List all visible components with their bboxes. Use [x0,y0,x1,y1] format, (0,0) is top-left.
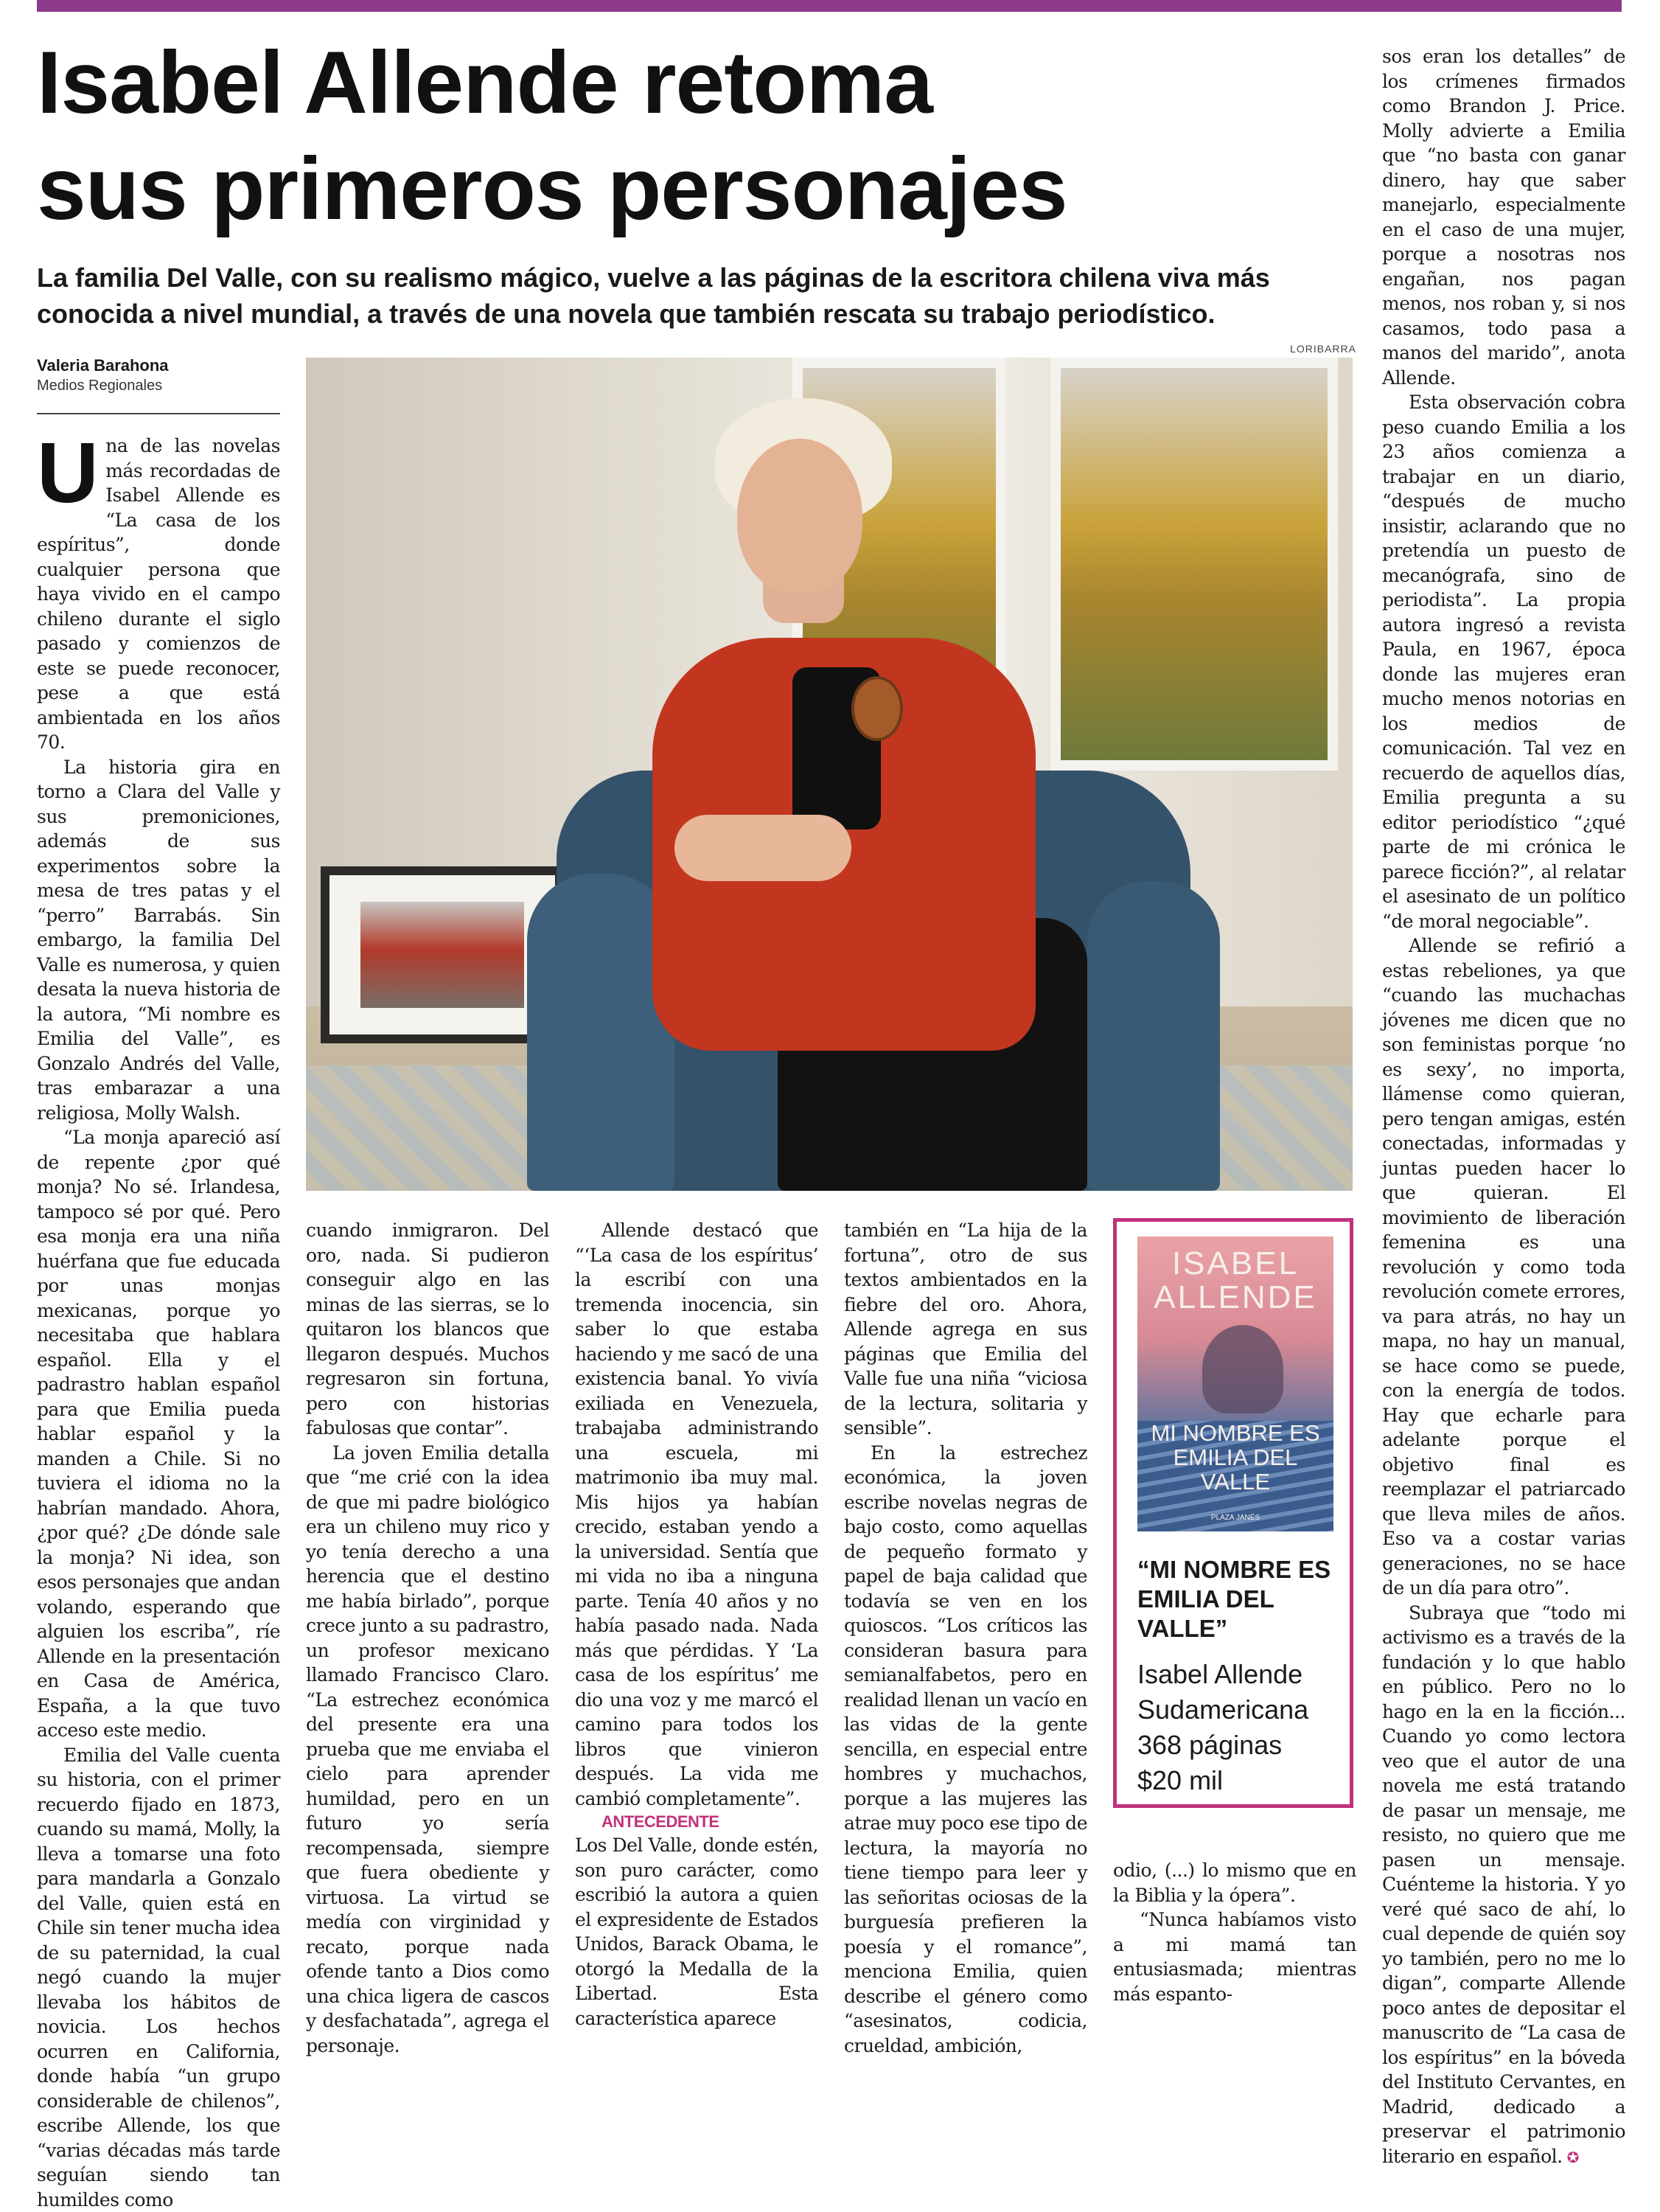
article-paragraph: cuando inmigraron. Del oro, nada. Si pudieron conseguir algo en las minas de las sierras, se lo quitaron los blancos que llegaron después. Muchos regresaron sin fortuna, pero con historias fabulosas que contar”. [306,1218,549,1441]
book-publisher: Sudamericana [1137,1692,1344,1728]
book-pages: 368 páginas [1137,1728,1344,1763]
book-details [1137,1657,1344,1798]
photo-brooch [851,676,903,741]
book-price: $20 mil [1137,1763,1344,1798]
headline-line-1: Isabel Allende retoma [37,29,1364,136]
headline [37,29,1364,242]
book-title: “MI NOMBRE ES EMILIA DEL VALLE” [1137,1555,1344,1644]
cover-title: MI NOMBRE ES EMILIA DEL VALLE [1137,1421,1333,1494]
article-column-3 [575,1218,818,2022]
article-paragraph: Esta observación cobra peso cuando Emilia a los 23 años comienza a trabajar en un diario, “después de mucho insistir, aclarando que no pretendía un puesto de mecanógrafa, sino de periodista”. La propia autora ingresó a revista Paula, en 1967, época donde las mujeres eran mucho menos notorias en los medios de comunicación. Tal vez en recuerdo de aquellos días, Emilia pregunta a su editor periodístico “¿qué parte de mi crónica le parece ficción?”, al relatar el asesinato de un político “de moral negociable”. [1382,390,1625,933]
photo-credit: LORIBARRA [1209,343,1356,355]
article-column-5 [1113,1858,1356,2024]
article-paragraph: En la estrechez económica, la joven escribe novelas negras de bajo costo, como aquellas de pequeño formato y papel de baja calidad que todavía se ven en los quioscos. “Los críticos las consideran basura para semianalfabetos, pero en realidad llenan un vacío en las vidas de la gente sencilla, en especial entre hombres y muchachos, porque a las mujeres las atrae muy poco ese tipo de lectura, la mayoría no tiene tiempo para leer y las señoritas ociosas de la burguesía prefieren la poesía y el romance”, menciona Emilia, quien describe el género como “asesinatos, codicia, crueldad, ambición, [844,1441,1087,2059]
section-subhead: ANTECEDENTE [575,1811,818,1833]
headline-line-2: sus primeros personajes [37,136,1364,242]
article-paragraph [1382,1601,1625,2171]
end-mark-icon: ✪ [1567,2149,1579,2166]
article-paragraph: odio, (...) lo mismo que en la Biblia y la ópera”. [1113,1858,1356,1907]
book-author: Isabel Allende [1137,1657,1344,1692]
drop-cap: U [37,437,98,509]
framed-picture-image [360,902,524,1008]
article-paragraph [37,434,280,755]
author-portrait-photo [306,358,1353,1191]
article-column-2 [306,1218,549,2022]
article-paragraph: “La monja apareció así de repente ¿por qué monja? No sé. Irlandesa, tampoco sé por qué. Pero esa monja era una niña huérfana que fue educada por unas monjas mexicanas, porque yo necesitaba que hablara español. Ella y el padrastro hablan español para que Emilia pueda hablar español y la manden a Chile. Si no tuviera el idioma no la habrían mandado. Ahora, ¿por qué? ¿De dónde sale la monja? Ni idea, son esos personajes que andan volando, esperando que alguien los escriba”, ríe Allende en la presentación en Casa de América, España, a la que tuvo acceso este medio. [37,1125,280,1743]
byline-author: Valeria Barahona [37,355,280,376]
cover-figure-illustration [1202,1325,1283,1413]
article-column-6 [1382,44,1625,2028]
article-paragraph: también en “La hija de la fortuna”, otro de sus textos ambientados en la fiebre del oro. Ahora, Allende agrega en sus páginas que Emilia del Valle fue una niña “viciosa de la lectura, solitaria y sensible”. [844,1218,1087,1441]
article-column-4 [844,1218,1087,2022]
paragraph-text: na de las novelas más recordadas de Isabel Allende es “La casa de los espíritus”, donde cualquier persona que haya vivido en el campo chileno durante el siglo pasado y comienzos de este se puede reconocer, pese a que está ambientada en los años 70. [37,435,280,753]
article-paragraph: sos eran los detalles” de los crímenes firmados como Brandon J. Price. Molly advierte a Emilia que “no basta con ganar dinero, hay que saber manejarlo, especialmente en el caso de una mujer, porque a nosotras nos engañan, nos pagan menos, nos roban y, si nos casamos, todo pasa a manos del marido”, anota Allende. [1382,44,1625,390]
photo-face [737,439,862,594]
top-accent-bar [37,0,1622,12]
byline [37,355,280,395]
byline-outlet: Medios Regionales [37,376,280,395]
article-paragraph: “Nunca habíamos visto a mi mamá tan entusiasmada; mientras más espanto- [1113,1907,1356,2006]
article-paragraph: Los Del Valle, donde estén, son puro carácter, como escribió la autora a quien el expresidente de Estados Unidos, Barack Obama, le otorgó la Medalla de la Libertad. Esta característica aparece [575,1833,818,2031]
article-column-1 [37,434,280,2026]
deck: La familia Del Valle, con su realismo mágico, vuelve a las páginas de la escritora chilena viva más conocida a nivel mundial, a través de una novela que también rescata su trabajo periodístico. [37,260,1364,332]
article-paragraph: Allende se refirió a estas rebeliones, ya que “cuando las muchachas jóvenes me dicen que no son feministas porque ‘no es sexy’, no importa, llámense como quieran, pero tengan amigas, estén conectadas, informadas y juntas pueden hacer lo que quieran. El movimiento de liberación femenina es una revolución y como toda revolución comete errores, va para atrás, no hay un mapa, no hay un manual, se hace como se puede, con la energía de todos. Hay que echarle para adelante porque el objetivo final es reemplazar el patriarcado que lleva miles de años. Eso va a costar varias generaciones, no se hace de un día para otro”. [1382,933,1625,1601]
paragraph-text: Subraya que “todo mi activismo es a través de la fundación y lo que hablo en público. Pero no lo hago en la en la ficción... Cuando yo como lectora veo que el autor de una novela me está tratando de pasar un mensaje, me resisto, no quiero que me pasen un mensaje. Cuénteme la historia. Y yo veré qué saco de ahí, lo cual depende de quién soy yo también, pero no me lo digan”, comparte Allende poco antes de depositar el manuscrito de “La casa de los espíritus” en la bóveda del Instituto Cervantes, en Madrid, dedicado a preservar el patrimonio literario en español. [1382,1602,1625,2167]
cover-publisher-logo: PLAZA JANÉS [1137,1514,1333,1522]
photo-hands [674,815,851,881]
photo-window-right [1050,358,1338,771]
article-paragraph: Emilia del Valle cuenta su historia, con el primer recuerdo fijado en 1873, cuando su mamá, Molly, la lleva a tomarse una foto para mandarla a Gonzalo del Valle, quien está en Chile sin tener mucha idea de su paternidad, la cual negó cuando la mujer llevaba los hábitos de novicia. Los hechos ocurren en California, donde había “un grupo considerable de chilenos”, escribe Allende, los que “varias décadas más tarde seguían siendo tan humildes como [37,1743,280,2212]
article-paragraph: La joven Emilia detalla que “me crié con la idea de que mi padre biológico era un chileno muy rico y yo tenía derecho a una herencia que el destino me había birlado”, porque crece junto a su padrastro, un profesor mexicano llamado Francisco Claro. “La estrechez económica del presente era una prueba que me enviaba el cielo para aprender humildad, pero en un futuro yo sería recompensada, siempre que fuera obediente y virtuosa. La virtud se medía con virginidad y recato, porque nada ofende tanto a Dios como una chica ligera de cascos y desfachatada”, agrega el personaje. [306,1441,549,2059]
cover-author: ISABEL ALLENDE [1137,1247,1333,1315]
article-paragraph: Allende destacó que “‘La casa de los espíritus’ la escribí con una tremenda inocencia, sin saber lo que estaba haciendo y me sacó de una existencia banal. Yo vivía exiliada en Venezuela, trabajaba administrando una escuela, mi matrimonio iba muy mal. Mis hijos ya habían crecido, estaban yendo a la universidad. Sentía que mi vida no iba a ninguna parte. Tenía 40 años y no había pasado nada. Nada más que pérdidas. Y ‘La casa de los espíritus’ me dio una voz y me marcó el camino para todos los libros que vinieron después. La vida me cambió completamente”. [575,1218,818,1811]
book-cover [1137,1237,1333,1531]
byline-divider [37,413,280,414]
photo-armchair-right-arm [1087,881,1220,1191]
article-paragraph: La historia gira en torno a Clara del Valle y sus premoniciones, además de sus experimentos sobre la mesa de tres patas y el “perro” Barrabás. Sin embargo, la familia Del Valle es numerosa, y quien desata la nueva historia de la autora, “Mi nombre es Emilia del Valle”, es Gonzalo Andrés del Valle, tras embarazar a una religiosa, Molly Walsh. [37,755,280,1126]
book-info-box [1113,1218,1353,1808]
